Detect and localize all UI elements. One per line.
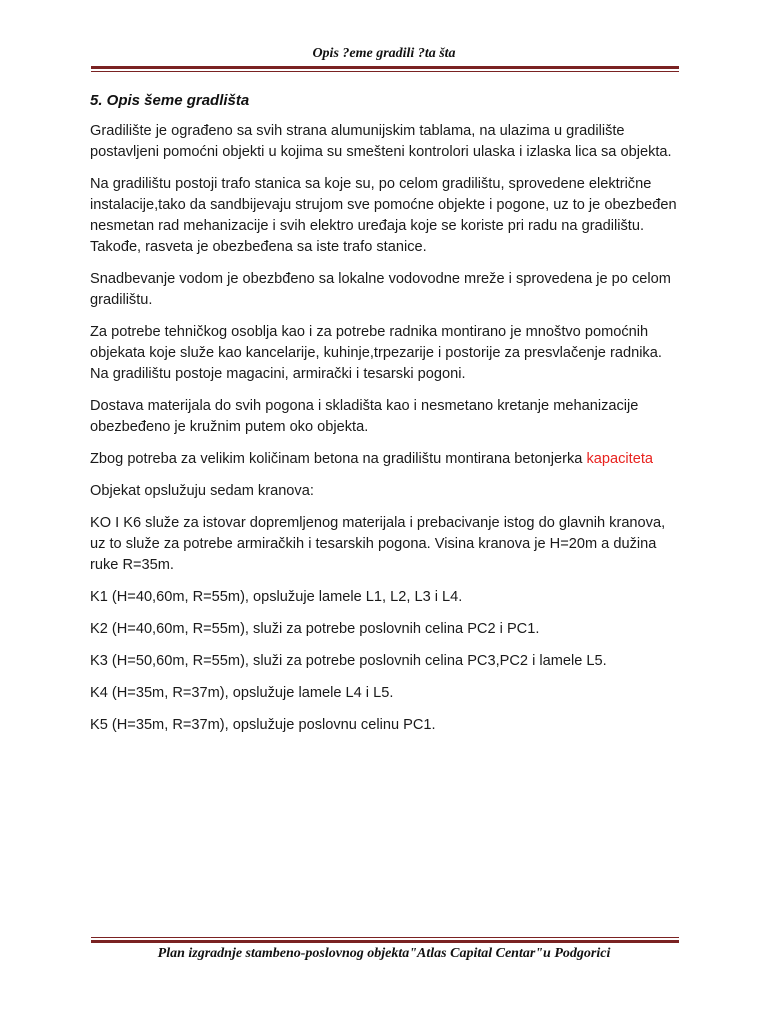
document-body: [90, 92, 680, 747]
crane-k1: K1 (H=40,60m, R=55m), opslužuje lamele L1, L2, L3 i L4.: [90, 589, 463, 605]
header-divider: [91, 66, 679, 72]
paragraph-cranes-ko-k6: KO I K6 služe za istovar dopremljenog materijala i prebacivanje istog do glavnih kranova, uz to služe za potrebe armiračkih i tesarskih pogona. Visina kranova je H=20m a dužina ruke R=35m.: [90, 515, 666, 573]
paragraph-fence: Gradilište je ograđeno sa svih strana alumunijskim tablama, na ulazima u gradilište postavljeni pomoćni objekti u kojima su smešteni kontrolori ulaska i izlaska lica sa objekta.: [90, 123, 672, 160]
paragraph-water: Snadbevanje vodom je obezbđeno sa lokalne vodovodne mreže i sprovedena je po celom gradilištu.: [90, 271, 671, 308]
capacity-highlight: kapaciteta: [586, 451, 653, 467]
concrete-text: Zbog potreba za velikim količinam betona na gradilištu montirana betonjerka: [90, 451, 587, 467]
paragraph-concrete: [90, 449, 680, 470]
page-header: Opis ?eme gradili ?ta šta: [312, 46, 456, 61]
crane-k4: K4 (H=35m, R=37m), opslužuje lamele L4 i L5.: [90, 685, 394, 701]
paragraph-power: Na gradilištu postoji trafo stanica sa koje su, po celom gradilištu, sprovedene električne instalacije,tako da sandbijevaju strujom sve pomoćne objekte i pogone, uz to je obezbeđen nesmetan rad mehanizacije i svih elektro uređaja koje se koriste pri radu na gradilištu. Takođe, rasveta je obezbeđena sa iste trafo stanice.: [90, 176, 677, 255]
paragraph-transport: Dostava materijala do svih pogona i skladišta kao i nesmetano kretanje mehanizacije obezbeđeno je kružnim putem oko objekta.: [90, 398, 639, 435]
page-footer: Plan izgradnje stambeno-poslovnog objekta"Atlas Capital Centar"u Podgorici: [157, 946, 611, 961]
crane-k3: K3 (H=50,60m, R=55m), služi za potrebe poslovnih celina PC3,PC2 i lamele L5.: [90, 653, 607, 669]
crane-k5: K5 (H=35m, R=37m), opslužuje poslovnu celinu PC1.: [90, 717, 436, 733]
paragraph-facilities: Za potrebe tehničkog osoblja kao i za potrebe radnika montirano je mnoštvo pomoćnih objekata koje služe kao kancelarije, kuhinje,trpezarije i postorije za presvlačenje radnika. Na gradilištu postoje magacini, armirački i tesarski pogoni.: [90, 324, 662, 382]
paragraph-cranes-intro: Objekat opslužuju sedam kranova:: [90, 483, 314, 499]
footer-divider: [91, 937, 679, 943]
section-heading: 5. Opis šeme gradlišta: [90, 92, 250, 109]
crane-k2: K2 (H=40,60m, R=55m), služi za potrebe poslovnih celina PC2 i PC1.: [90, 621, 540, 637]
